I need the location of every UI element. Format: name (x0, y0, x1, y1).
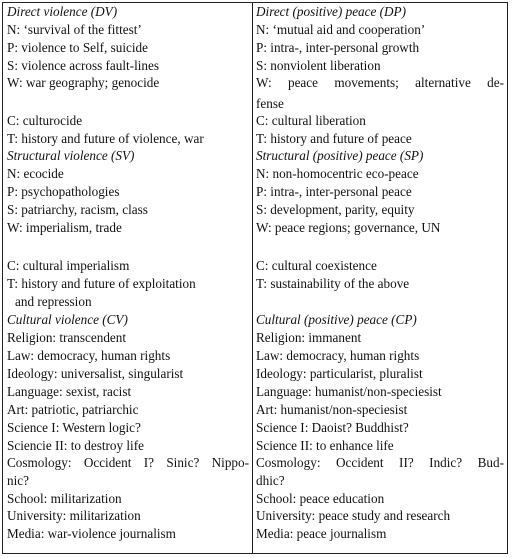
peace-section-heading: Direct (positive) peace (DP) (256, 4, 407, 19)
peace-row: T: sustainability of the above (256, 276, 410, 291)
peace-row: W: peace regions; governance, UN (256, 220, 441, 235)
column-divider (252, 3, 253, 553)
peace-row: Law: democracy, human rights (256, 347, 420, 363)
violence-blank-row (7, 240, 249, 258)
peace-row: Ideology: particularist, pluralist (256, 365, 423, 381)
peace-row: T: history and future of peace (256, 130, 412, 146)
peace-row: S: nonviolent liberation (256, 57, 381, 73)
peace-row: dhic? (256, 473, 285, 488)
peace-row: fense (256, 95, 284, 111)
peace-row: Cosmology: Occident II? Indic? Bud- (256, 455, 504, 470)
violence-section-heading: Structural violence (SV) (7, 148, 135, 163)
peace-row: P: intra-, inter-personal growth (256, 39, 420, 55)
violence-row: School: militarization (7, 490, 122, 506)
violence-row: P: violence to Self, suicide (7, 39, 149, 55)
peace-row: N: ‘mutual aid and cooperation’ (256, 21, 426, 37)
violence-row: T: history and future of violence, war (7, 130, 204, 146)
peace-row: C: cultural coexistence (256, 258, 377, 273)
violence-peace-table (2, 2, 508, 554)
violence-row: W: war geography; genocide (7, 75, 160, 91)
violence-row: Language: sexist, racist (7, 383, 132, 399)
peace-row: S: development, parity, equity (256, 202, 415, 217)
violence-row: C: culturocide (7, 112, 83, 128)
violence-row: Religion: transcendent (7, 329, 127, 345)
peace-blank-row (256, 293, 504, 311)
violence-row: and repression (15, 294, 92, 309)
violence-row: N: ecocide (7, 166, 64, 182)
violence-section-heading: Direct violence (DV) (7, 4, 118, 19)
peace-row: Language: humanist/non-speciesist (256, 383, 442, 399)
violence-row: Cosmology: Occident I? Sinic? Nippo- (7, 455, 249, 470)
violence-row: Media: war-violence journalism (7, 526, 176, 541)
violence-row: W: imperialism, trade (7, 220, 122, 235)
peace-row: School: peace education (256, 490, 385, 506)
violence-row: Ideology: universalist, singularist (7, 365, 184, 381)
peace-row: Science I: Daoist? Buddhist? (256, 419, 409, 435)
violence-row: Law: democracy, human rights (7, 347, 171, 363)
peace-row: University: peace study and research (256, 508, 451, 523)
violence-row: Art: patriotic, patriarchic (7, 401, 139, 417)
violence-blank-row (7, 95, 249, 113)
violence-row: T: history and future of exploitation (7, 276, 196, 291)
peace-row: Art: humanist/non-speciesist (256, 401, 408, 417)
peace-row: C: cultural liberation (256, 112, 366, 128)
peace-row: W: peace movements; alternative de- (256, 75, 504, 91)
peace-row: Religion: immanent (256, 329, 362, 345)
peace-blank-row (256, 240, 504, 258)
violence-section-heading: Cultural violence (CV) (7, 311, 128, 327)
violence-row: C: cultural imperialism (7, 258, 130, 273)
peace-section-heading: Cultural (positive) peace (CP) (256, 311, 417, 327)
peace-row: Science II: to enhance life (256, 437, 394, 453)
peace-row: P: intra-, inter-personal peace (256, 184, 412, 199)
peace-row: N: non-homocentric eco-peace (256, 166, 419, 182)
violence-row: nic? (7, 473, 29, 488)
peace-section-heading: Structural (positive) peace (SP) (256, 148, 424, 163)
violence-row: University: militarization (7, 508, 141, 523)
violence-row: P: psychopathologies (7, 184, 120, 199)
violence-row: Sciencie II: to destroy life (7, 437, 144, 453)
violence-row: N: ‘survival of the fittest’ (7, 21, 142, 37)
peace-row: Media: peace journalism (256, 526, 387, 541)
violence-row: S: patriarchy, racism, class (7, 202, 148, 217)
violence-row: S: violence across fault-lines (7, 57, 159, 73)
violence-row: Science I: Western logic? (7, 419, 141, 435)
